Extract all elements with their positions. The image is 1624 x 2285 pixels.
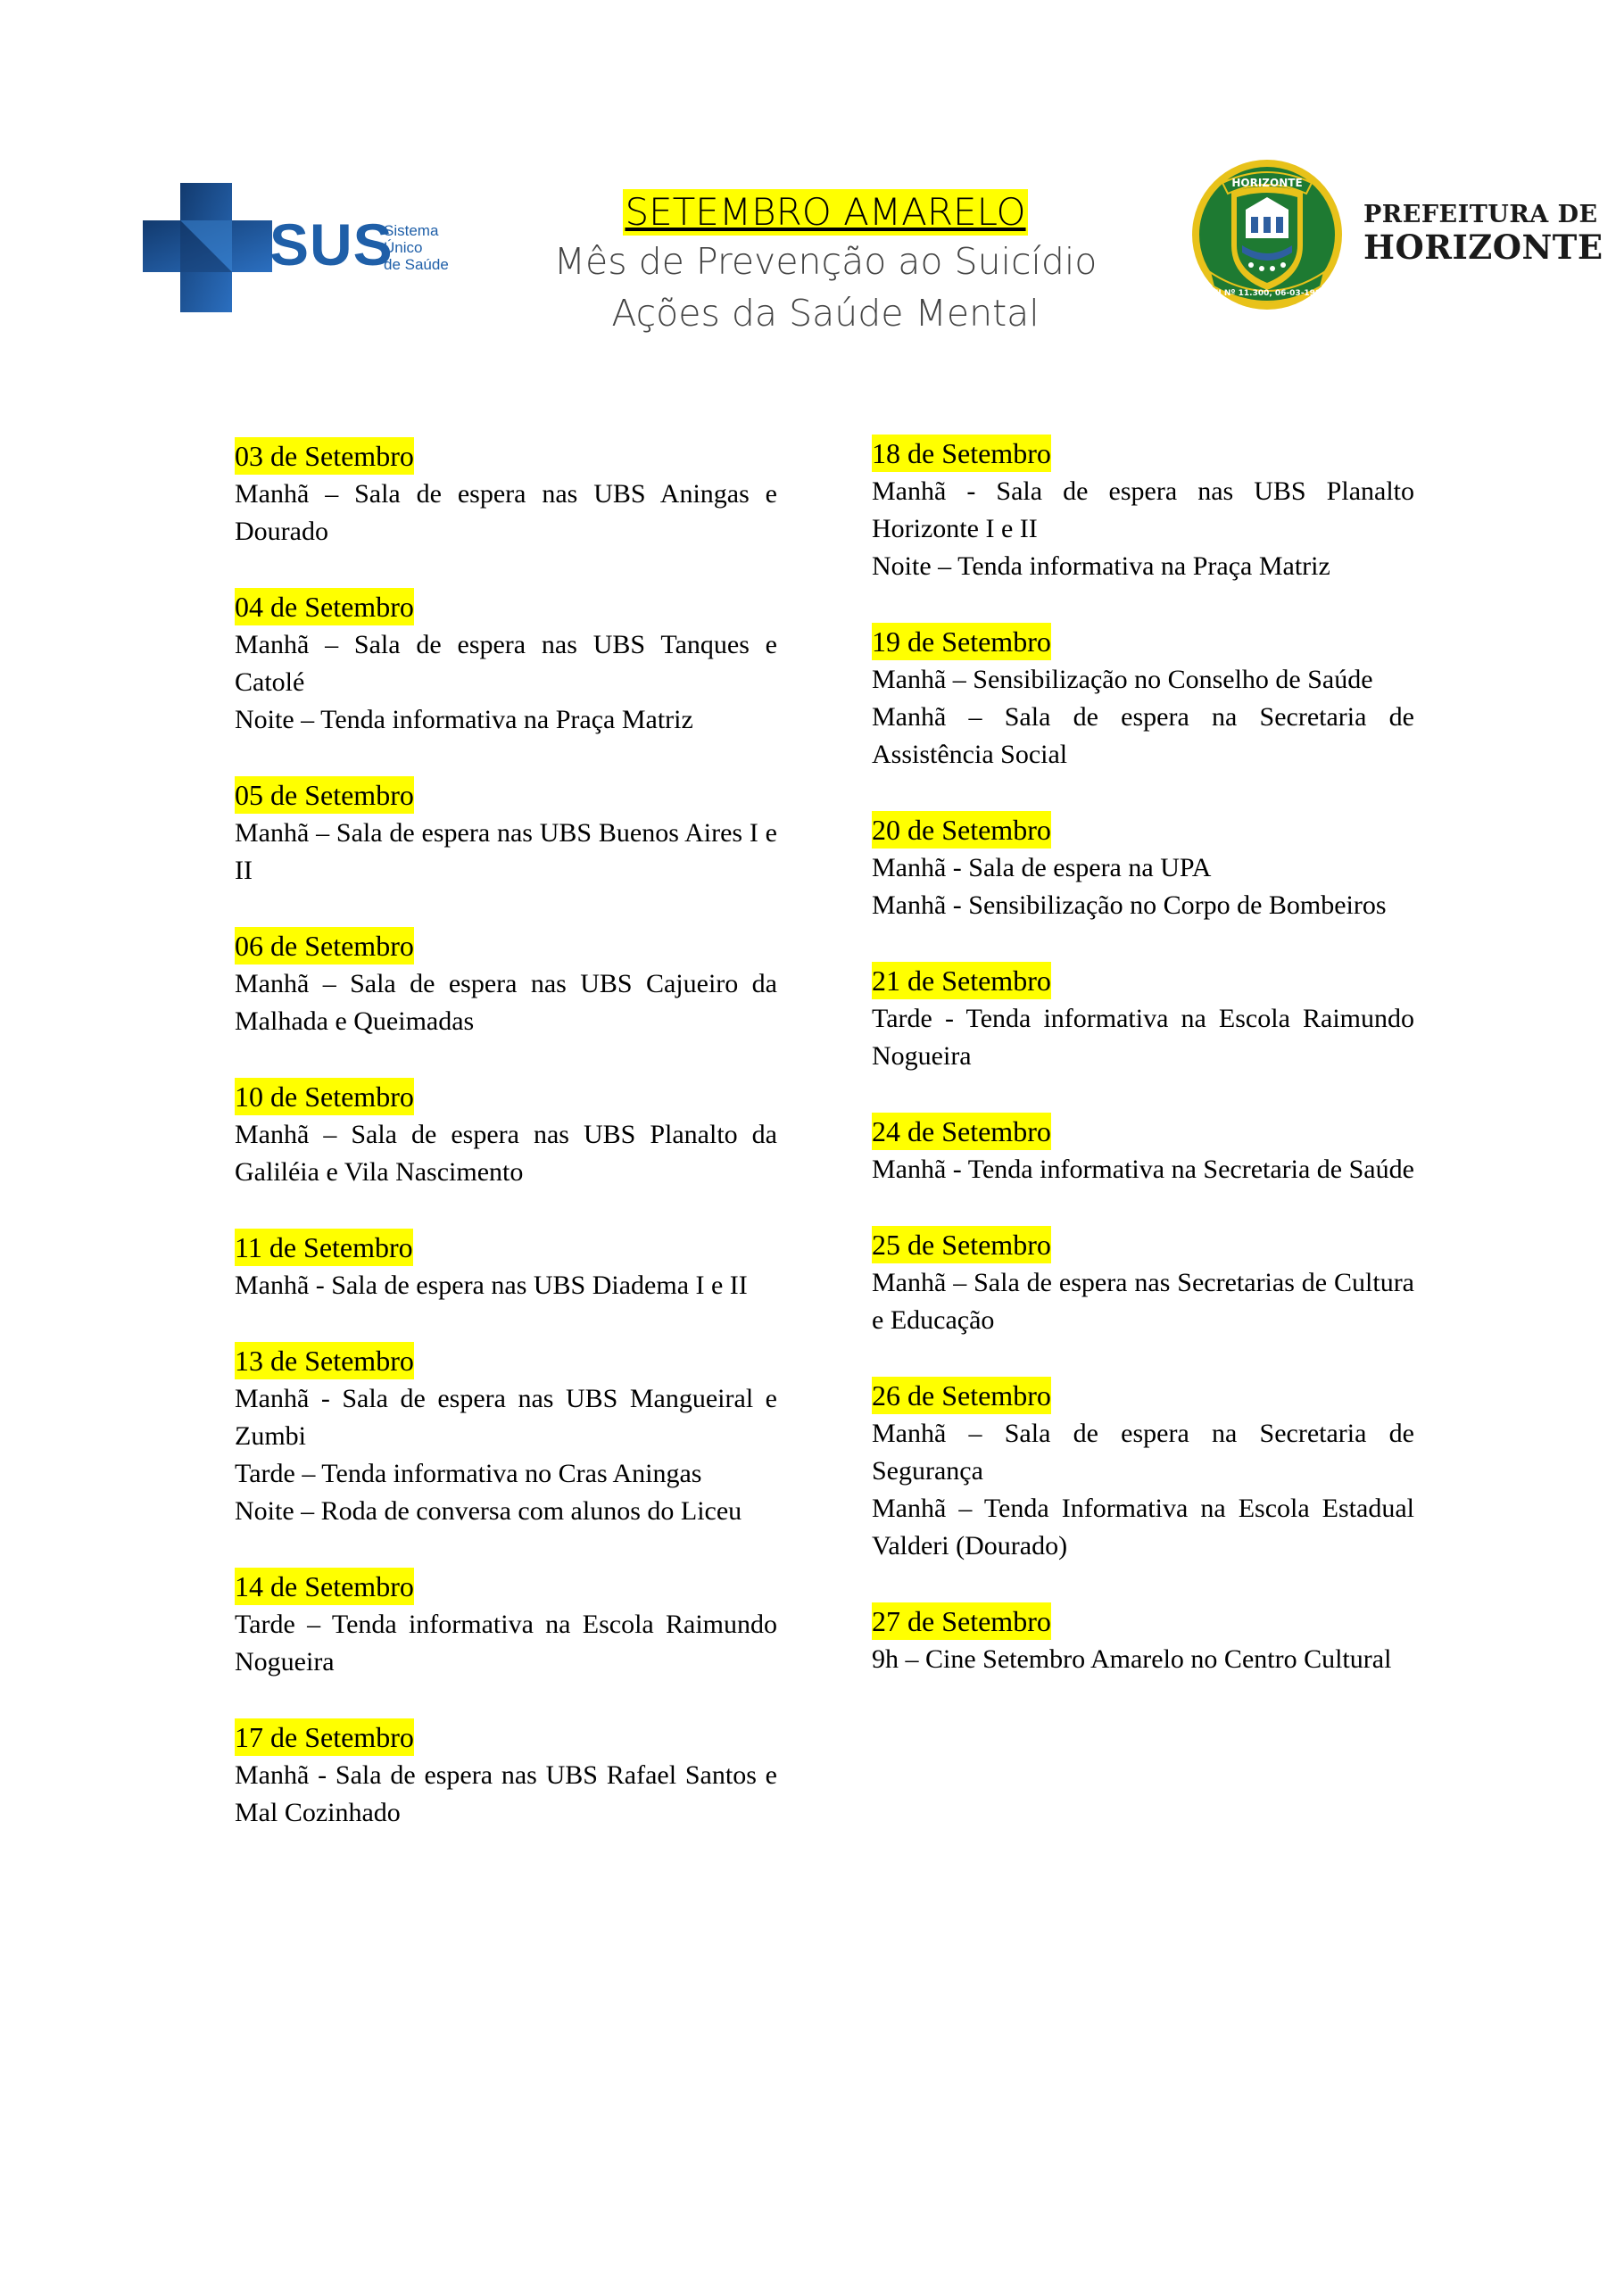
prefeitura-logo-text xyxy=(1363,201,1603,265)
event-date: 03 de Setembro xyxy=(235,437,414,475)
event-description: Manhã - Sala de espera nas UBS Planalto Horizonte I e II xyxy=(872,476,1414,543)
emblem-bottom-text: LEI Nº 11.300, 06-03-1987 xyxy=(1207,289,1327,298)
event-description: Noite – Tenda informativa na Praça Matriz xyxy=(235,705,693,734)
event-date: 13 de Setembro xyxy=(235,1342,414,1379)
sus-acronym: SUS xyxy=(269,211,394,277)
prefeitura-line2: HORIZONTE xyxy=(1363,228,1603,267)
event-date: 10 de Setembro xyxy=(235,1078,414,1115)
schedule-left-column xyxy=(235,437,777,1869)
schedule-event xyxy=(872,435,1414,585)
schedule-event xyxy=(235,1229,777,1304)
event-date: 27 de Setembro xyxy=(872,1602,1051,1640)
schedule-event xyxy=(235,1718,777,1832)
event-date: 18 de Setembro xyxy=(872,435,1051,472)
schedule-event xyxy=(235,588,777,739)
event-description: Manhã - Sala de espera na UPA xyxy=(872,853,1212,882)
schedule-event xyxy=(235,1568,777,1681)
event-description: Tarde - Tenda informativa na Escola Raimundo Nogueira xyxy=(872,1004,1414,1071)
prefeitura-line1: PREFEITURA DE xyxy=(1363,201,1598,228)
event-description: Manhã - Sala de espera nas UBS Diadema I e II xyxy=(235,1271,748,1300)
event-date: 11 de Setembro xyxy=(235,1229,413,1266)
event-description: Manhã – Sala de espera nas UBS Planalto da Galiléia e Vila Nascimento xyxy=(235,1120,777,1187)
event-date: 04 de Setembro xyxy=(235,588,414,625)
schedule-event xyxy=(235,927,777,1040)
event-description: Manhã – Sala de espera nas UBS Tanques e Catolé xyxy=(235,630,777,697)
event-description: Tarde – Tenda informativa no Cras Aningas xyxy=(235,1459,702,1488)
event-description: Manhã – Sala de espera nas UBS Aningas e Dourado xyxy=(235,479,777,546)
horizonte-emblem-icon xyxy=(1187,156,1347,312)
event-description: 9h – Cine Setembro Amarelo no Centro Cultural xyxy=(872,1644,1392,1674)
sus-logo xyxy=(143,183,464,312)
schedule-event xyxy=(872,811,1414,924)
schedule-event xyxy=(872,962,1414,1075)
event-description: Manhã – Sala de espera nas UBS Buenos Aires I e II xyxy=(235,818,777,885)
event-description: Manhã – Sala de espera na Secretaria de Assistência Social xyxy=(872,702,1414,769)
schedule-right-column xyxy=(872,435,1414,1716)
event-description: Noite – Roda de conversa com alunos do Liceu xyxy=(235,1496,742,1526)
event-description: Manhã – Sensibilização no Conselho de Saúde xyxy=(872,665,1373,694)
event-description: Manhã – Sala de espera nas UBS Cajueiro da Malhada e Queimadas xyxy=(235,969,777,1036)
schedule-event xyxy=(235,1342,777,1530)
event-description: Manhã - Sala de espera nas UBS Rafael Santos e Mal Cozinhado xyxy=(235,1760,777,1827)
sus-cross-icon xyxy=(143,183,272,312)
page-title: SETEMBRO AMARELO xyxy=(625,190,1026,234)
event-description: Manhã - Sala de espera nas UBS Mangueiral e Zumbi xyxy=(235,1384,777,1451)
schedule-event xyxy=(872,1113,1414,1188)
event-description: Tarde – Tenda informativa na Escola Raimundo Nogueira xyxy=(235,1610,777,1676)
event-date: 14 de Setembro xyxy=(235,1568,414,1605)
event-description: Manhã - Tenda informativa na Secretaria de Saúde xyxy=(872,1155,1414,1184)
event-date: 25 de Setembro xyxy=(872,1226,1051,1263)
event-date: 20 de Setembro xyxy=(872,811,1051,849)
schedule-event xyxy=(872,1377,1414,1565)
schedule-event xyxy=(872,623,1414,774)
event-date: 19 de Setembro xyxy=(872,623,1051,660)
event-date: 06 de Setembro xyxy=(235,927,414,965)
event-date: 24 de Setembro xyxy=(872,1113,1051,1150)
event-description: Noite – Tenda informativa na Praça Matriz xyxy=(872,551,1330,581)
schedule-event xyxy=(235,776,777,890)
event-description: Manhã – Sala de espera na Secretaria de Segurança xyxy=(872,1419,1414,1486)
event-description: Manhã - Sensibilização no Corpo de Bombeiros xyxy=(872,890,1387,920)
title-block xyxy=(455,189,1196,339)
event-date: 26 de Setembro xyxy=(872,1377,1051,1414)
event-description: Manhã – Tenda Informativa na Escola Estadual Valderi (Dourado) xyxy=(872,1494,1414,1561)
page-subtitle-1: Mês de Prevenção ao Suicídio xyxy=(553,240,1098,283)
event-date: 21 de Setembro xyxy=(872,962,1051,999)
schedule-event xyxy=(235,1078,777,1191)
emblem-top-text: HORIZONTE xyxy=(1231,177,1303,189)
event-date: 05 de Setembro xyxy=(235,776,414,814)
schedule-event xyxy=(872,1226,1414,1339)
page-subtitle-2: Ações da Saúde Mental xyxy=(611,292,1040,335)
schedule-event xyxy=(872,1602,1414,1678)
schedule-event xyxy=(235,437,777,551)
event-description: Manhã – Sala de espera nas Secretarias de Cultura e Educação xyxy=(872,1268,1414,1335)
sus-subtitle: Sistema Único de Saúde xyxy=(384,222,449,273)
event-date: 17 de Setembro xyxy=(235,1718,414,1756)
